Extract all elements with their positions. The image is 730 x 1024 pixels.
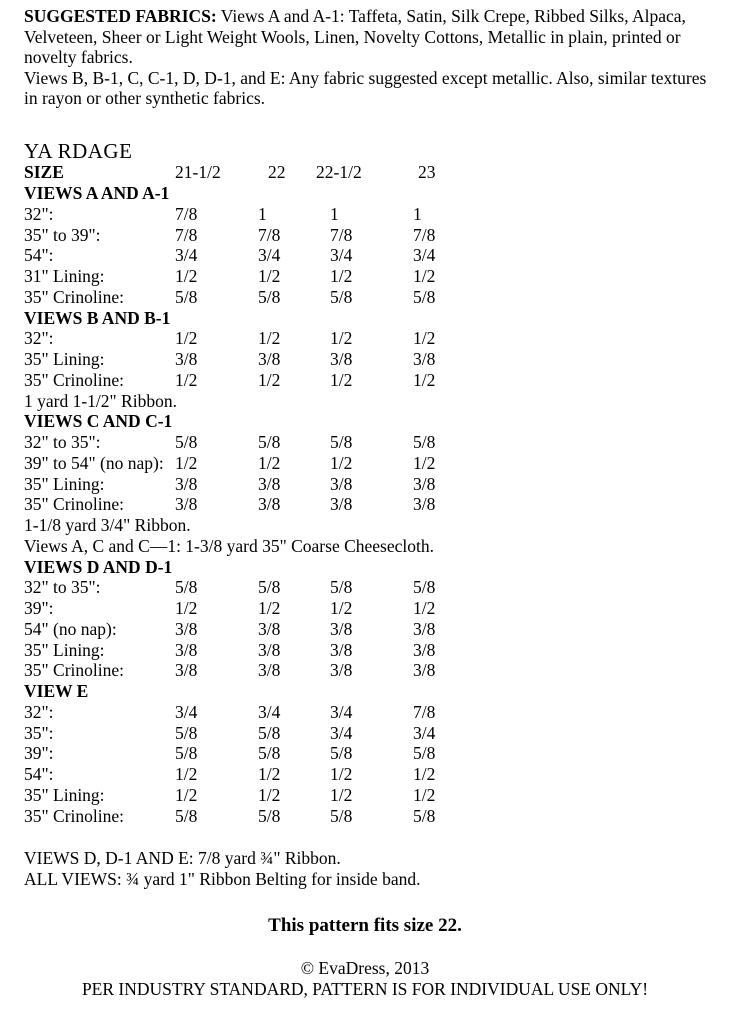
table-row [0, 453, 730, 474]
size-col: 22-1/2 [316, 162, 362, 182]
row-label: 35" Crinoline: [24, 805, 124, 826]
row-label: 39": [24, 743, 54, 764]
table-row [0, 619, 730, 640]
row-value: 3/8 [330, 349, 353, 369]
row-value: 3/8 [413, 639, 436, 660]
section-header [0, 308, 730, 329]
row-label: 35": [24, 722, 54, 743]
row-value: 5/8 [175, 577, 198, 598]
row-value: 3/4 [413, 245, 436, 266]
size-header-row [0, 162, 730, 183]
section-title: VIEWS D AND D-1 [24, 556, 173, 577]
row-value: 7/8 [413, 224, 436, 245]
table-row [0, 245, 730, 266]
table-row [0, 723, 730, 744]
row-value: 1 [258, 203, 267, 224]
row-value: 5/8 [258, 805, 281, 826]
row-value: 1/2 [330, 764, 353, 784]
row-value: 1/2 [330, 266, 353, 286]
row-value: 3/8 [175, 494, 198, 515]
row-value: 5/8 [413, 286, 436, 307]
row-label: 35" Crinoline: [24, 369, 124, 390]
fabrics-text-1: Views A and A-1: Taffeta, Satin, Silk Crepe, Ribbed Silks, Alpaca, Velveteen, Sheer or Light Weight Wools, Linen, Novelty Cottons, Metallic in plain, printed or novelty fabrics. [24, 6, 686, 67]
row-label: 32": [24, 701, 54, 722]
table-row [0, 204, 730, 225]
row-value: 3/8 [258, 473, 281, 494]
footer-note [0, 848, 730, 869]
row-value: 3/8 [330, 639, 353, 660]
row-value: 3/4 [175, 701, 198, 722]
row-value: 7/8 [258, 224, 281, 245]
row-value: 3/8 [330, 618, 353, 639]
row-value: 3/4 [330, 701, 353, 722]
section-header [0, 411, 730, 432]
row-value: 3/4 [258, 701, 281, 722]
row-value: 1/2 [175, 266, 198, 286]
section-title: VIEWS A AND A-1 [24, 183, 170, 203]
row-label: 39" to 54" (no nap): [24, 452, 164, 473]
row-value: 1/2 [258, 784, 281, 805]
row-value: 1/2 [175, 369, 198, 390]
row-value: 1/2 [413, 784, 436, 805]
row-value: 5/8 [330, 577, 353, 598]
row-value: 1/2 [413, 598, 436, 618]
row-value: 7/8 [175, 224, 198, 245]
row-value: 1/2 [175, 598, 198, 618]
row-value: 3/8 [330, 494, 353, 515]
row-value: 7/8 [413, 701, 436, 722]
row-value: 1/2 [175, 764, 198, 784]
section-header [0, 183, 730, 204]
row-value: 1/2 [258, 266, 281, 286]
row-value: 1/2 [413, 328, 436, 349]
row-value: 3/8 [413, 349, 436, 369]
row-label: 54": [24, 245, 54, 266]
row-value: 1/2 [258, 452, 281, 473]
row-label: 35" to 39": [24, 224, 101, 245]
table-row [0, 702, 730, 723]
section-title: VIEW E [24, 681, 89, 701]
fit-note: This pattern fits size 22. [268, 914, 462, 936]
row-value: 1/2 [258, 598, 281, 618]
row-value: 1/2 [330, 328, 353, 349]
table-row [0, 474, 730, 495]
row-value: 3/4 [175, 245, 198, 266]
row-value: 3/8 [258, 639, 281, 660]
copyright: © EvaDress, 2013 [300, 957, 430, 978]
fabrics-label: SUGGESTED FABRICS: [24, 6, 217, 26]
table-row [0, 225, 730, 246]
row-value: 1/2 [330, 598, 353, 618]
row-value: 5/8 [258, 743, 281, 764]
fabrics-paragraph-1 [24, 6, 724, 68]
suggested-fabrics [24, 6, 724, 109]
row-label: 54": [24, 764, 54, 784]
row-value: 3/8 [258, 618, 281, 639]
row-value: 5/8 [330, 743, 353, 764]
row-value: 5/8 [413, 743, 436, 764]
size-label: SIZE [24, 162, 64, 182]
row-value: 5/8 [175, 286, 198, 307]
row-label: 31" Lining: [24, 266, 105, 286]
table-row [0, 287, 730, 308]
usage-notice: PER INDUSTRY STANDARD, PATTERN IS FOR INDIVIDUAL USE ONLY! [81, 978, 649, 999]
row-value: 3/4 [330, 245, 353, 266]
row-value: 5/8 [175, 743, 198, 764]
row-value: 5/8 [258, 577, 281, 598]
table-row [0, 598, 730, 619]
row-value: 5/8 [258, 432, 281, 452]
row-value: 3/4 [413, 722, 436, 743]
yardage-title: YA RDAGE [24, 139, 133, 163]
row-label: 35" Crinoline: [24, 286, 124, 307]
table-row [0, 660, 730, 681]
table-row [0, 370, 730, 391]
row-value: 3/8 [330, 473, 353, 494]
row-value: 1/2 [175, 784, 198, 805]
row-value: 3/8 [175, 618, 198, 639]
note-text: 1-1/8 yard 3/4" Ribbon. [24, 515, 191, 535]
row-label: 32": [24, 328, 54, 349]
row-value: 1/2 [258, 328, 281, 349]
row-value: 5/8 [330, 432, 353, 452]
row-value: 3/4 [330, 722, 353, 743]
section-title: VIEWS B AND B-1 [24, 307, 171, 328]
row-label: 35" Crinoline: [24, 660, 124, 681]
row-value: 5/8 [258, 722, 281, 743]
row-value: 5/8 [175, 805, 198, 826]
table-row [0, 806, 730, 827]
section-note [0, 536, 730, 557]
row-value: 7/8 [175, 203, 198, 224]
row-value: 3/8 [258, 660, 281, 681]
row-value: 3/8 [413, 660, 436, 681]
row-value: 3/8 [413, 618, 436, 639]
row-value: 1/2 [413, 266, 436, 286]
row-label: 35" Lining: [24, 349, 105, 369]
section-header [0, 681, 730, 702]
row-label: 32" to 35": [24, 432, 101, 452]
size-col: 23 [418, 162, 436, 182]
row-value: 1/2 [413, 764, 436, 784]
row-value: 1/2 [175, 328, 198, 349]
table-row [0, 764, 730, 785]
table-row [0, 743, 730, 764]
row-value: 7/8 [330, 224, 353, 245]
row-value: 1/2 [258, 369, 281, 390]
row-value: 1/2 [413, 369, 436, 390]
section-title: VIEWS C AND C-1 [24, 411, 173, 432]
row-value: 1/2 [330, 452, 353, 473]
row-label: 35" Lining: [24, 784, 105, 805]
row-label: 54" (no nap): [24, 618, 117, 639]
row-value: 5/8 [258, 286, 281, 307]
row-value: 3/8 [258, 494, 281, 515]
size-col: 21-1/2 [175, 162, 221, 182]
row-value: 5/8 [330, 286, 353, 307]
table-row [0, 349, 730, 370]
row-label: 32" to 35": [24, 577, 101, 598]
row-value: 3/8 [413, 494, 436, 515]
note-text: 1 yard 1-1/2" Ribbon. [24, 390, 177, 411]
row-label: 35" Crinoline: [24, 494, 124, 515]
row-value: 3/8 [175, 660, 198, 681]
row-value: 5/8 [413, 432, 436, 452]
table-row [0, 266, 730, 287]
size-col: 22 [268, 162, 286, 182]
row-value: 3/8 [258, 349, 281, 369]
fabrics-paragraph-2: Views B, B-1, C, C-1, D, D-1, and E: Any fabric suggested except metallic. Also, similar textures in rayon or other synthetic fabrics. [24, 67, 707, 108]
row-value: 5/8 [175, 432, 198, 452]
row-value: 3/8 [330, 660, 353, 681]
table-row [0, 785, 730, 806]
row-value: 3/8 [175, 473, 198, 494]
footer-note-text: ALL VIEWS: ¾ yard 1" Ribbon Belting for inside band. [24, 869, 421, 889]
note-text: Views A, C and C—1: 1-3/8 yard 35" Coarse Cheesecloth. [24, 535, 434, 556]
row-value: 3/4 [258, 245, 281, 266]
row-label: 39": [24, 598, 54, 618]
row-label: 35" Lining: [24, 473, 105, 494]
row-value: 1/2 [413, 452, 436, 473]
table-row [0, 328, 730, 349]
row-label: 32": [24, 203, 54, 224]
row-value: 5/8 [175, 722, 198, 743]
row-value: 3/8 [413, 473, 436, 494]
section-note [0, 391, 730, 412]
row-value: 1 [330, 203, 339, 224]
row-value: 1 [413, 203, 422, 224]
section-header [0, 557, 730, 578]
row-value: 3/8 [175, 639, 198, 660]
footer-note [0, 869, 730, 890]
table-row [0, 494, 730, 515]
row-value: 1/2 [330, 369, 353, 390]
row-value: 3/8 [175, 349, 198, 369]
section-note [0, 515, 730, 536]
row-value: 5/8 [330, 805, 353, 826]
table-row [0, 432, 730, 453]
footer-note-text: VIEWS D, D-1 AND E: 7/8 yard ¾" Ribbon. [24, 848, 341, 869]
table-row [0, 640, 730, 661]
row-value: 1/2 [175, 452, 198, 473]
row-value: 1/2 [258, 764, 281, 784]
row-value: 5/8 [413, 577, 436, 598]
row-value: 1/2 [330, 784, 353, 805]
table-row [0, 577, 730, 598]
row-label: 35" Lining: [24, 639, 105, 660]
row-value: 5/8 [413, 805, 436, 826]
